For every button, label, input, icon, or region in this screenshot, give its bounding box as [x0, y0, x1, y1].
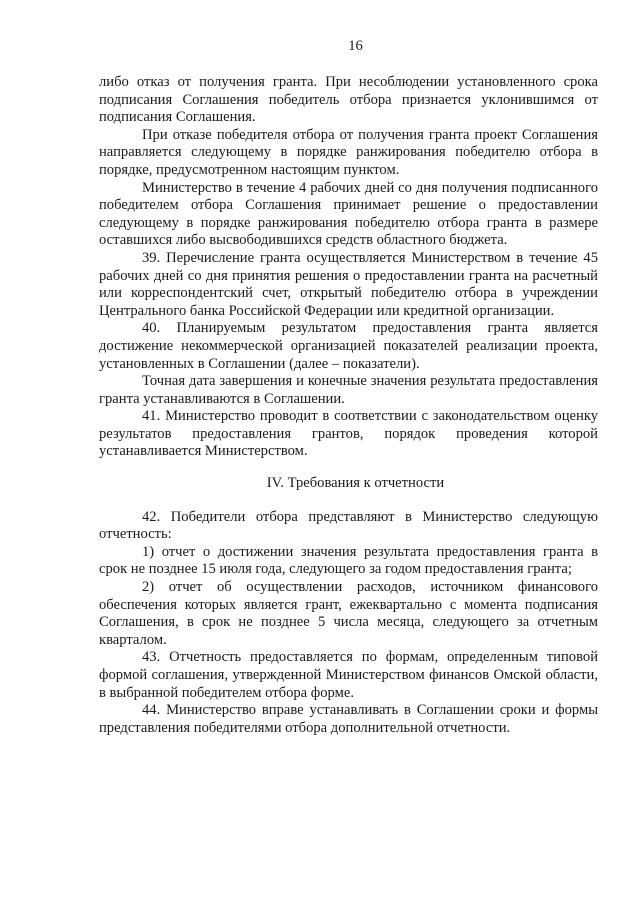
paragraph-41: 41. Министерство проводит в соответствии с законодательством оценку результатов предоставления грантов, порядок проведения которой устанавливается Министерством. [99, 408, 598, 460]
paragraph-42-item-1: 1) отчет о достижении значения результата предоставления гранта в срок не позднее 15 июля года, следующего за годом предоставления гранта; [99, 543, 598, 578]
section-heading: IV. Требования к отчетности [266, 475, 445, 492]
page-number: 16 [348, 38, 363, 54]
paragraph-refusal: При отказе победителя отбора от получения гранта проект Соглашения направляется следующему в порядке ранжирования победителю отбора в порядке, предусмотренном настоящим пунктом. [99, 126, 598, 178]
paragraphs-after-section [99, 509, 598, 738]
paragraph-40: 40. Планируемым результатом предоставления гранта является достижение некоммерческой организацией показателей реализации проекта, установленных в Соглашении (далее – показатели). [99, 320, 598, 372]
paragraph-43: 43. Отчетность предоставляется по формам, определенным типовой формой соглашения, утвержденной Министерством финансов Омской области, в выбранной победителем отбора форме. [99, 649, 598, 701]
paragraph-42: 42. Победители отбора представляют в Министерство следующую отчетность: [99, 508, 598, 543]
paragraph-39: 39. Перечисление гранта осуществляется Министерством в течение 45 рабочих дней со дня принятия решения о предоставлении гранта на расчетный или корреспондентский счет, открытый победителю отбора в учреждении Центрального банка Российской Федерации или кредитной организации. [99, 249, 598, 319]
paragraph-ministry-decision: Министерство в течение 4 рабочих дней со дня получения подписанного победителем отбора Соглашения принимает решение о предоставлении следующему в порядке ранжирования победителю отбора гранта в размере оставшихся либо высвободившихся средств областного бюджета. [99, 179, 598, 249]
paragraphs-before-section [99, 74, 598, 461]
paragraph-continuation: либо отказ от получения гранта. При несоблюдении установленного срока подписания Соглашения победитель отбора признается уклонившимся от подписания Соглашения. [99, 74, 598, 126]
paragraph-42-item-2: 2) отчет об осуществлении расходов, источником финансового обеспечения которых является грант, ежеквартально с момента подписания Соглашения, в срок не позднее 5 числа месяца, следующего за отчетным кварталом. [99, 579, 598, 648]
paragraph-exact-date: Точная дата завершения и конечные значения результата предоставления гранта устанавливаются в Соглашении. [99, 373, 598, 407]
paragraph-44: 44. Министерство вправе устанавливать в Соглашении сроки и формы представления победителями отбора дополнительной отчетности. [99, 702, 598, 736]
